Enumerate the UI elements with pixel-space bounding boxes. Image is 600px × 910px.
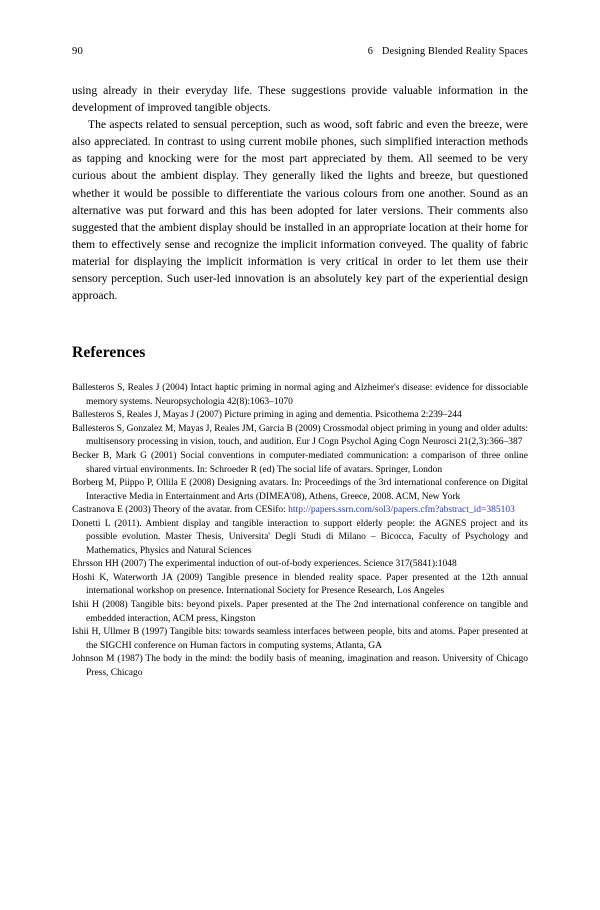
reference-entry: Ballesteros S, Gonzalez M, Mayas J, Reales JM, Garcia B (2009) Crossmodal object priming in young and older adults: multisensory processing in vision, touch, and audition. Eur J Cogn Psychol Aging Cogn Neurosci 21(2,3):366–387	[72, 423, 528, 448]
reference-entry: Ehrsson HH (2007) The experimental induction of out-of-body experiences. Science 317(5841):1048	[72, 559, 457, 570]
reference-entry: Johnson M (1987) The body in the mind: the bodily basis of meaning, imagination and reason. University of Chicago Press, Chicago	[72, 654, 528, 678]
reference-entry: Ballesteros S, Reales J (2004) Intact haptic priming in normal aging and Alzheimer's disease: evidence for dissociable memory systems. Neuropsychologia 42(8):1063–1070	[72, 383, 528, 407]
references-list	[72, 382, 528, 680]
reference-entry: Ishii H (2008) Tangible bits: beyond pixels. Paper presented at the The 2nd international conference on tangible and embedded interaction, ACM press, Kingston	[72, 599, 528, 624]
references-heading: References	[72, 344, 146, 362]
page-content	[72, 46, 528, 680]
page-number: 90	[72, 46, 83, 57]
chapter-number: 6	[367, 46, 374, 57]
paragraph-sensual-perception: The aspects related to sensual perception, such as wood, soft fabric and even the breeze, were also appreciated. In contrast to using current mobile phones, such simplified interaction methods as tapping and knocking were for the most part appreciated by them. All seemed to be very curious about the ambient display. They generally liked the lights and breeze, but questioned whether it would be possible to differentiate the various colours from one another. Sound as an alternative was put forward and this has been adopted for later versions. Their comments also suggested that the ambient display should be installed in an appropriate location at their home for them to effectively sense and recognize the implicit information conveyed. The quality of fabric material for displaying the implicit information is very critical in order to let them use their sensory perception. Such user-led innovation is an absolutely key part of the experiential design approach.	[72, 118, 528, 303]
reference-link[interactable]: http://papers.ssrn.com/sol3/papers.cfm?abstract_id=385103	[288, 505, 515, 516]
body-text	[72, 82, 528, 304]
reference-entry: Hoshi K, Waterworth JA (2009) Tangible presence in blended reality space. Paper presented at the 12th annual international workshop on presence. International Society for Presence Research, Los Angeles	[72, 572, 528, 597]
chapter-title: Designing Blended Reality Spaces	[382, 46, 528, 57]
reference-entry: Borberg M, Piippo P, Ollila E (2008) Designing avatars. In: Proceedings of the 3rd international conference on Digital Interactive Media in Entertainment and Arts (DIMEA'08), Athens, Greece, 2008. ACM, New York	[72, 478, 528, 502]
reference-entry: Donetti L (2011). Ambient display and tangible interaction to support elderly people: the AGNES project and its possible evolution. Master Thesis, Universita' Degli Studi di Milano – Bicocca, Faculty of Psychology and Mathematics, Physics and Natural Sciences	[72, 518, 528, 556]
reference-entry: Ishii H, Ullmer B (1997) Tangible bits: towards seamless interfaces between people, bits and atoms. Paper presented at the SIGCHI conference on Human factors in computing systems, Atlanta, GA	[72, 627, 528, 651]
reference-text: Castranova E (2003) Theory of the avatar. from CESifo:	[72, 505, 289, 516]
running-head	[72, 46, 528, 60]
paragraph-continuation: using already in their everyday life. These suggestions provide valuable information in the development of improved tangible objects.	[72, 84, 528, 115]
reference-entry: Ballesteros S, Reales J, Mayas J (2007) Picture priming in aging and dementia. Psicothema 2:239–244	[72, 410, 462, 421]
reference-entry	[72, 504, 528, 518]
chapter-running-title	[368, 46, 528, 57]
reference-entry: Becker B, Mark G (2001) Social conventions in computer-mediated communication: a comparison of three online shared virtual environments. In: Schroeder R (ed) The social life of avatars. Springer, London	[72, 450, 528, 475]
